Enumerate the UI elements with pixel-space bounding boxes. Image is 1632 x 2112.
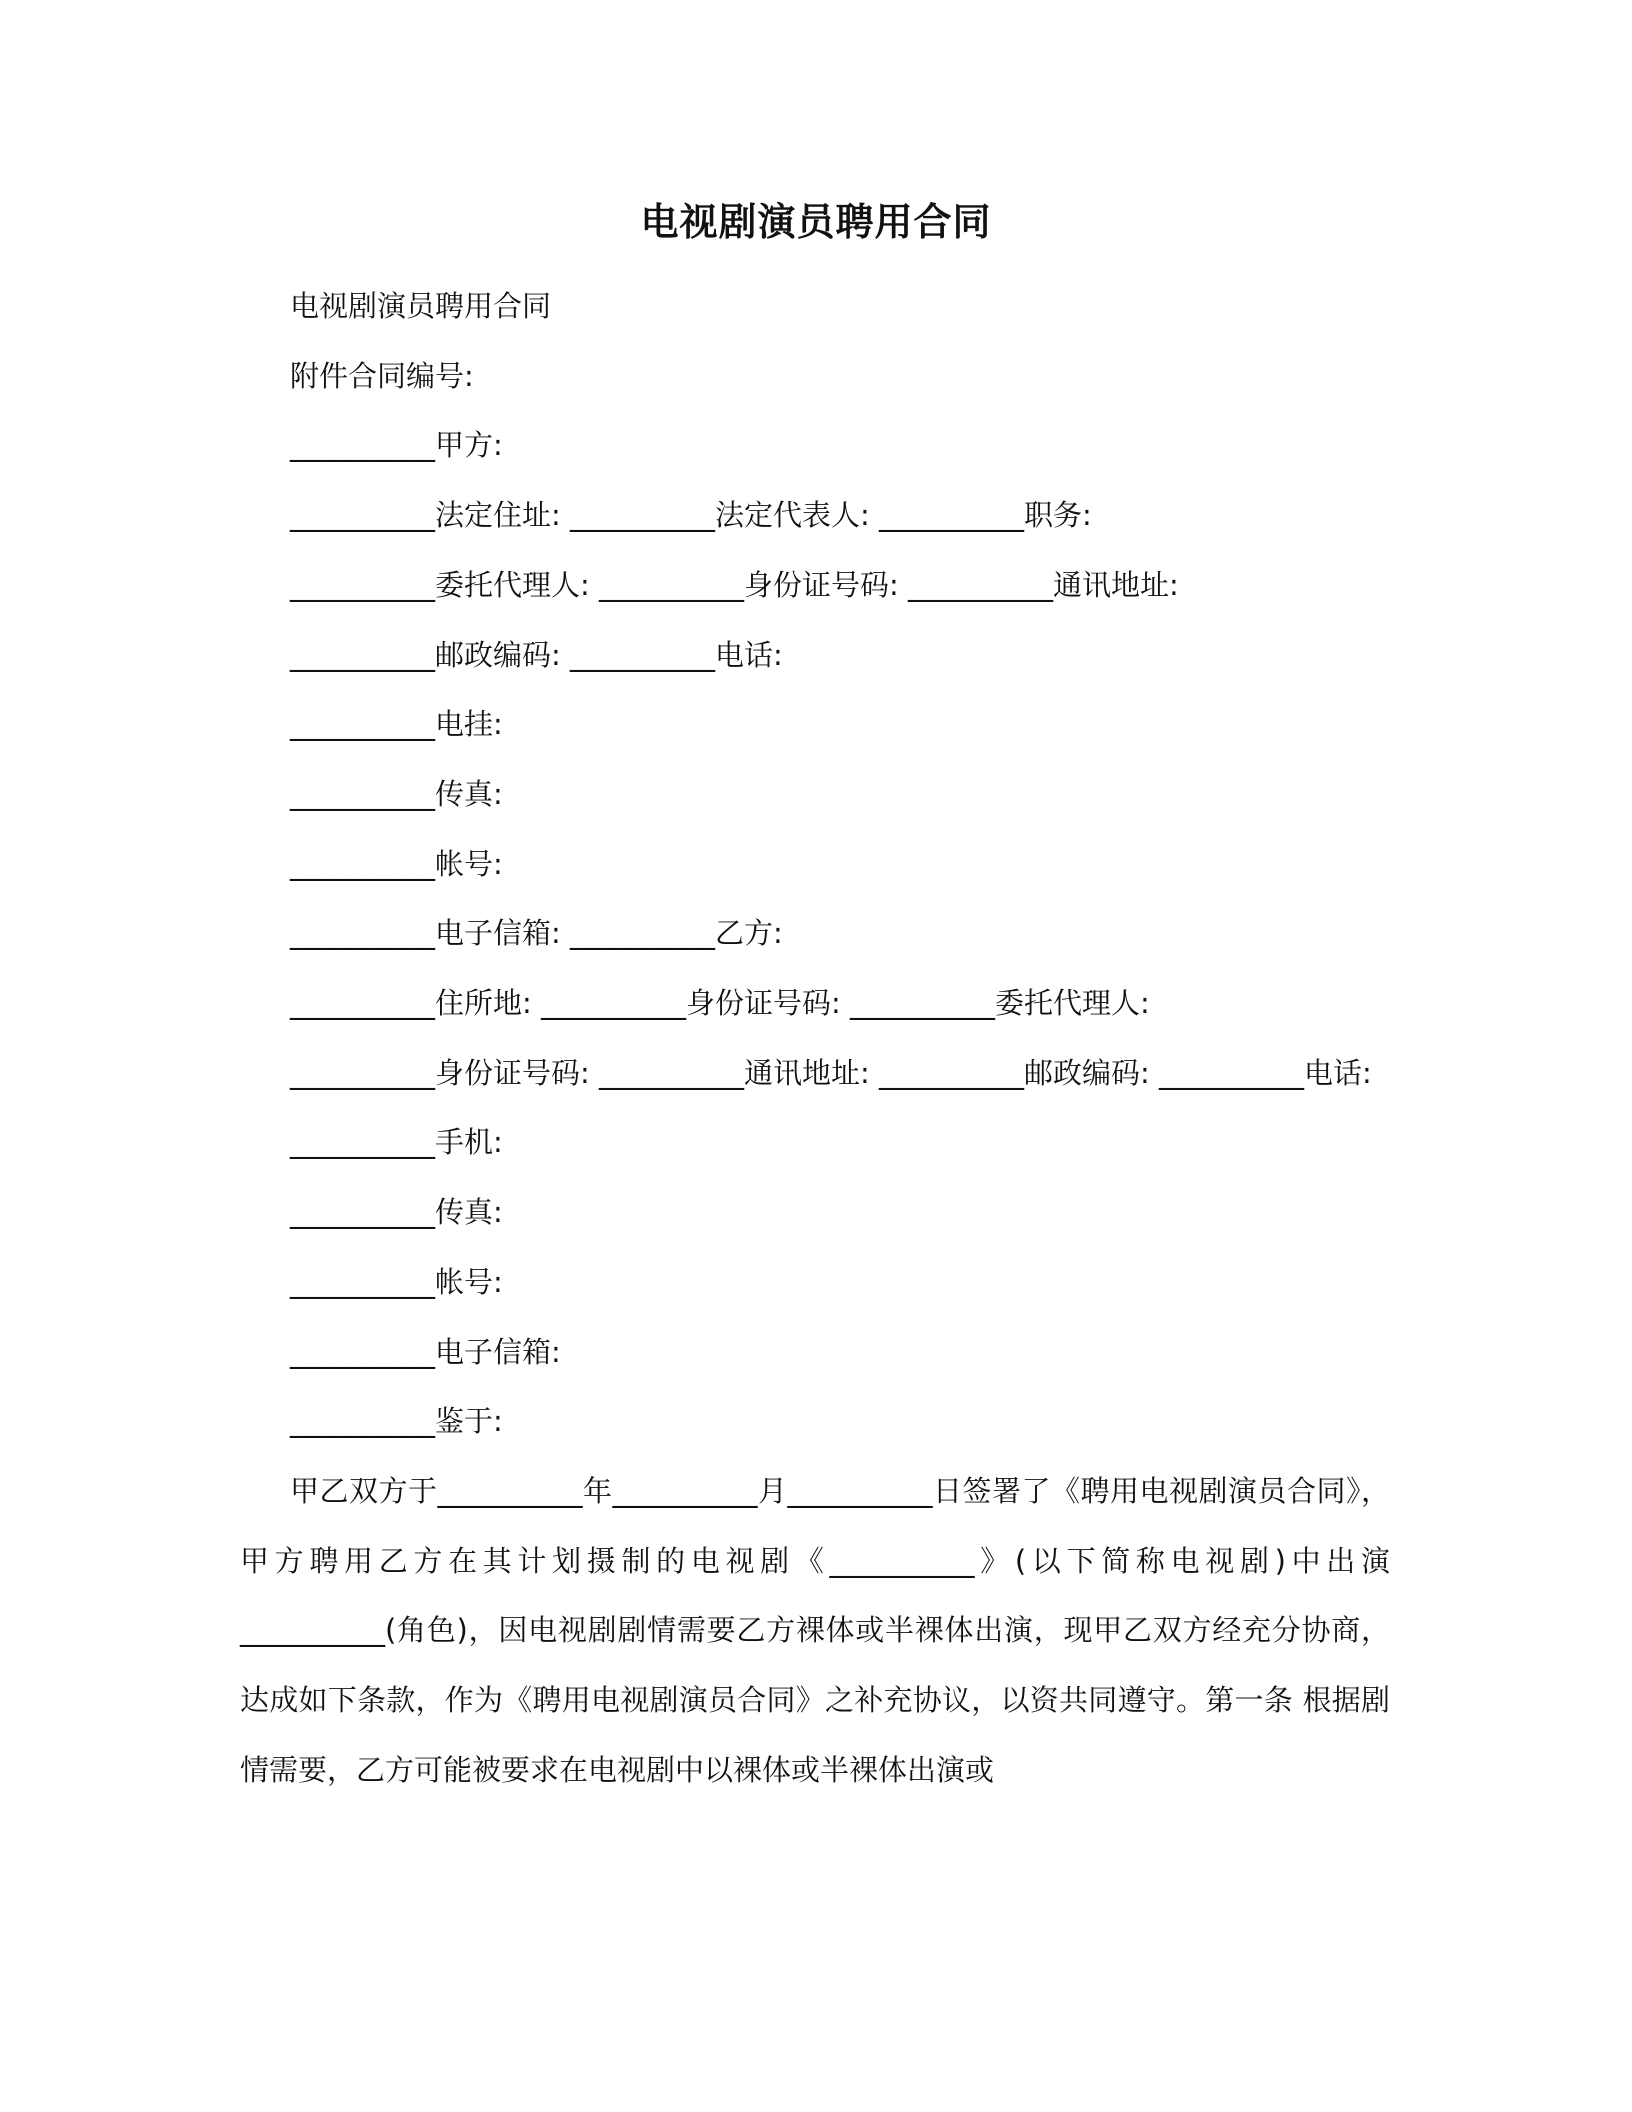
paragraph-party-a-email: __________电子信箱: __________乙方: xyxy=(290,916,783,951)
paragraph-party-b-fax: __________传真: xyxy=(290,1195,503,1230)
document-body xyxy=(240,272,1390,1805)
paragraph-party-a-agent: __________委托代理人: __________身份证号码: __________通讯地址: xyxy=(290,567,1179,602)
paragraph-party-b-residence: __________住所地: __________身份证号码: __________委托代理人: xyxy=(290,986,1150,1021)
paragraph-party-a-address: __________法定住址: __________法定代表人: __________职务: xyxy=(290,498,1092,533)
paragraph-whereas: __________鉴于: xyxy=(290,1404,503,1439)
paragraph-party-a-postcode: __________邮政编码: __________电话: xyxy=(290,637,783,672)
document-title: 电视剧演员聘用合同 xyxy=(640,200,992,244)
paragraph-main-clause: 甲乙双方于__________年__________月__________日签署了《聘用电视剧演员合同》，甲方聘用乙方在其计划摄制的电视剧《__________》(以下简称电视剧)中出演__________(角色)，因电视剧剧情需要乙方裸体或半裸体出演，现甲乙双方经充分协商，达成如下条款，作为《聘用电视剧演员合同》之补充协议，以资共同遵守。第一条 根据剧情需要，乙方可能被要求在电视剧中以裸体或半裸体出演或 xyxy=(240,1473,1390,1787)
paragraph-party-b-email: __________电子信箱: xyxy=(290,1334,561,1369)
paragraph-party-b-mobile: __________手机: xyxy=(290,1125,503,1160)
paragraph-subtitle: 电视剧演员聘用合同 xyxy=(290,289,552,323)
paragraph-attachment-number: 附件合同编号: xyxy=(290,358,474,393)
paragraph-party-a-fax: __________传真: xyxy=(290,776,503,811)
paragraph-party-b-id: __________身份证号码: __________通讯地址: __________邮政编码: __________电话: xyxy=(290,1055,1372,1090)
paragraph-party-a: __________甲方: xyxy=(290,428,503,463)
paragraph-party-b-account: __________帐号: xyxy=(290,1264,503,1299)
paragraph-party-a-cable: __________电挂: xyxy=(290,707,503,742)
paragraph-party-a-account: __________帐号: xyxy=(290,846,503,881)
